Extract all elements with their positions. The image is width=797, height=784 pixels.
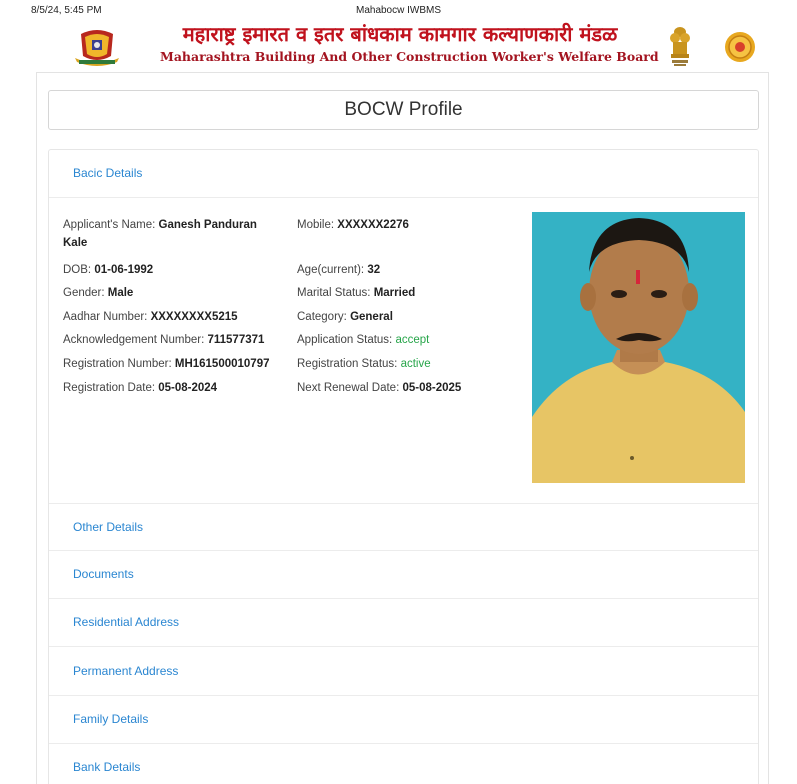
status-value-accept: accept [395,334,430,346]
permanent-address-link[interactable]: Permanent Address [73,664,179,678]
field-label: Registration Status: [297,358,398,370]
family-details-link[interactable]: Family Details [73,712,149,726]
documents-link[interactable]: Documents [73,567,134,581]
field-label: Aadhar Number: [63,311,148,323]
applicant-photo-icon [532,212,745,483]
bank-details-link[interactable]: Bank Details [73,760,141,774]
accordion-header-residential-address[interactable] [49,599,758,647]
field-registration-number [63,355,270,373]
field-value: XXXXXXXX5215 [150,311,238,323]
field-label: Applicant's Name: [63,219,156,231]
accordion-header-bank-details[interactable] [49,744,758,784]
field-label: Application Status: [297,334,393,346]
field-applicant-name [63,216,278,252]
board-logo-icon [73,28,121,66]
field-label: DOB: [63,264,92,276]
field-value: 711577371 [207,334,265,346]
field-label: Mobile: [297,219,335,231]
field-value: Male [107,287,134,299]
field-label: Category: [297,311,347,323]
field-mobile [297,216,409,234]
field-value: General [350,311,393,323]
field-label: Acknowledgement Number: [63,334,205,346]
site-banner [0,18,797,74]
field-acknowledgement-number [63,331,264,349]
state-seal-icon [724,31,756,63]
field-value: 05-08-2024 [158,382,218,394]
field-aadhar-number [63,308,238,326]
field-value: 01-06-1992 [94,264,154,276]
field-label: Marital Status: [297,287,371,299]
print-page-title: Mahabocw IWBMS [355,5,442,16]
accordion-header-family-details[interactable] [49,696,758,744]
banner-english-title: Maharashtra Building And Other Construction Worker's Welfare Board [160,49,659,64]
accordion-header-basic-details[interactable] [49,150,758,198]
field-value: 05-08-2025 [402,382,462,394]
basic-details-link[interactable]: Bacic Details [73,166,143,180]
print-header [0,0,797,18]
field-label: Age(current): [297,264,365,276]
field-value: XXXXXX2276 [337,219,409,231]
field-application-status [297,331,429,349]
national-emblem-icon [666,26,694,68]
profile-accordion [48,149,759,784]
status-value-active: active [400,358,431,370]
other-details-link[interactable]: Other Details [73,520,144,534]
field-marital-status [297,284,415,302]
field-label: Gender: [63,287,105,299]
print-date: 8/5/24, 5:45 PM [31,5,102,16]
field-value: MH161500010797 [174,358,270,370]
applicant-photo [532,212,745,483]
field-dob [63,261,153,279]
accordion-header-permanent-address[interactable] [49,648,758,696]
field-category [297,308,393,326]
field-value: Ganesh Panduran Kale [63,219,257,249]
field-registration-status [297,355,431,373]
residential-address-link[interactable]: Residential Address [73,615,180,629]
field-value: Married [373,287,416,299]
field-registration-date [63,379,217,397]
accordion-header-documents[interactable] [49,551,758,599]
banner-marathi-title: महाराष्ट्र इमारत व इतर बांधकाम कामगार कल्याणकारी मंडळ [182,22,618,46]
field-next-renewal-date [297,379,461,397]
accordion-header-other-details[interactable] [49,503,758,551]
field-label: Registration Date: [63,382,156,394]
field-age [297,261,380,279]
banner-text [160,22,659,66]
field-value: 32 [367,264,381,276]
page-title: BOCW Profile [48,90,759,130]
field-label: Registration Number: [63,358,172,370]
field-label: Next Renewal Date: [297,382,400,394]
field-gender [63,284,133,302]
